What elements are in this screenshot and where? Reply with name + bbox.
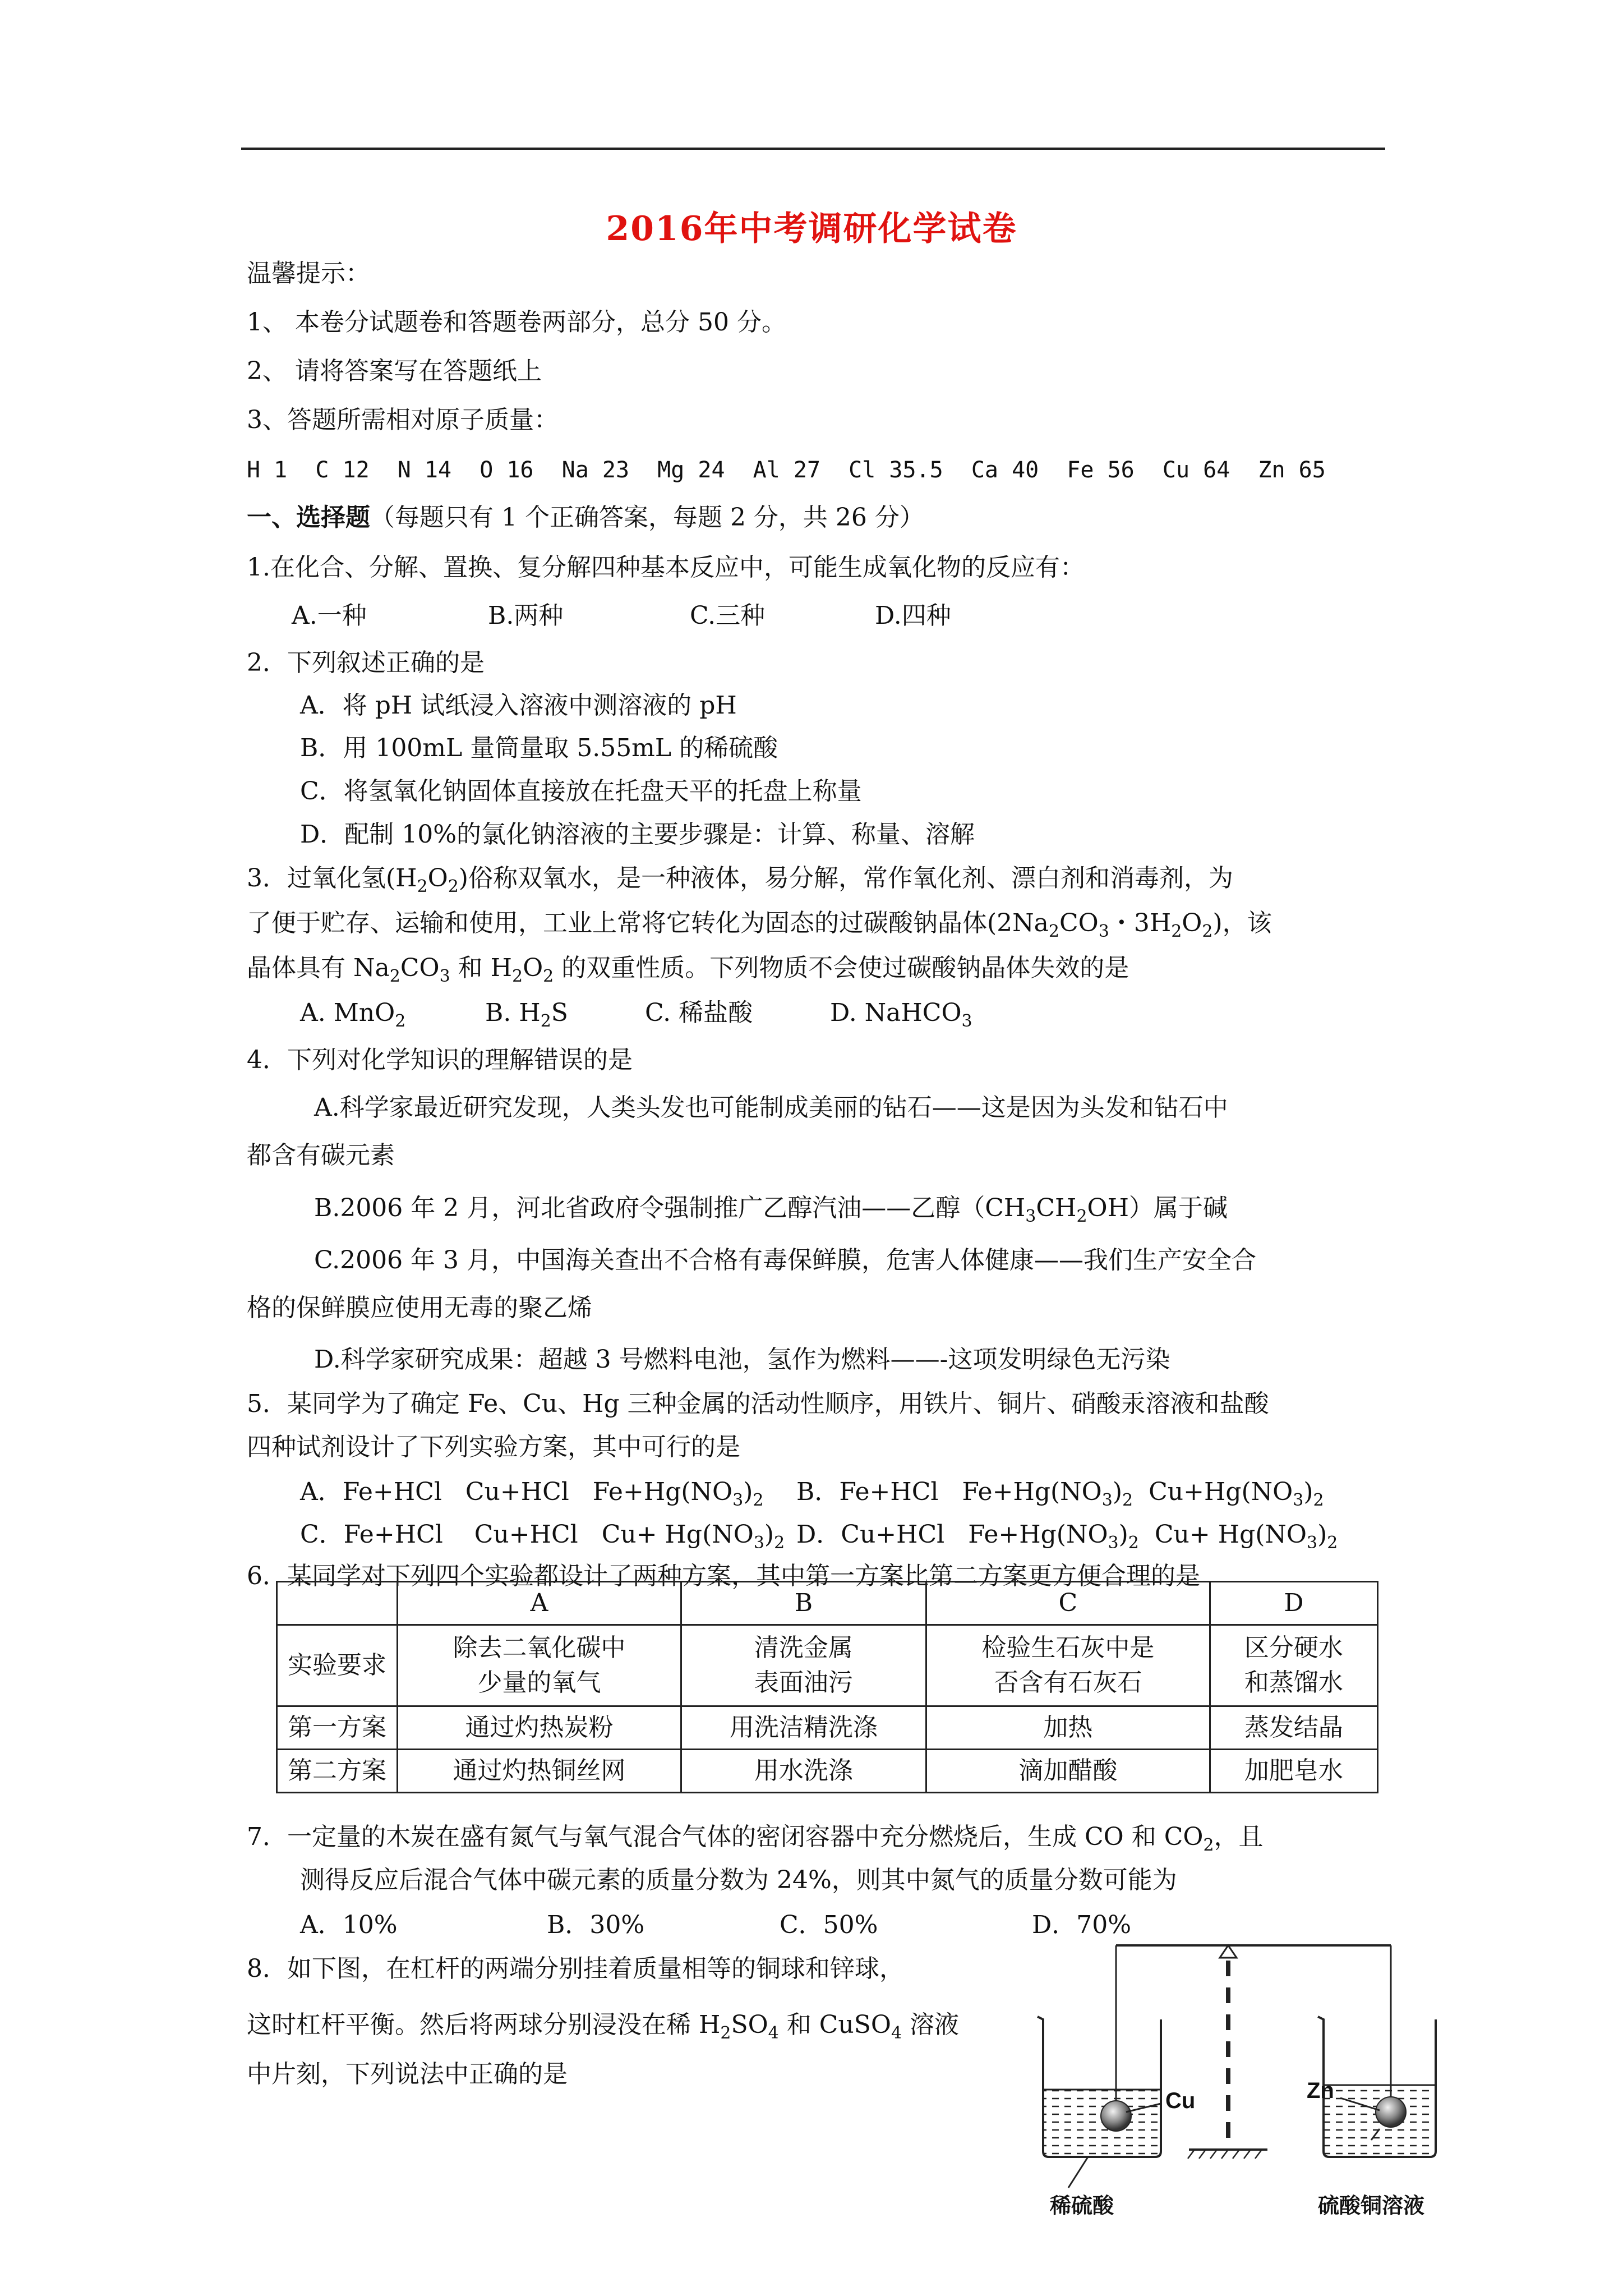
- q7-text: 7．一定量的木炭在盛有氮气与氧气混合气体的密闭容器中充分燃烧后，生成 CO 和 CO: [247, 1823, 1204, 1851]
- section-heading: [247, 501, 924, 535]
- q3-text: )，该: [1212, 909, 1272, 937]
- q3-text: O: [523, 954, 543, 982]
- q8-sub: 2: [720, 2023, 731, 2043]
- q8-sub: 4: [768, 2023, 779, 2043]
- q4-sub: 3: [1025, 1206, 1036, 1226]
- table-cell: [1210, 1625, 1377, 1706]
- atomic-mass: Cu 64: [1162, 457, 1230, 483]
- q4-option-c: C.2006 年 3 月，中国海关查出不合格有毒保鲜膜，危害人体健康——我们生产安全合: [314, 1246, 1257, 1274]
- q5-text: ): [764, 1520, 774, 1549]
- right-caption: 硫酸铜溶液: [1318, 2193, 1425, 2218]
- q3-option-text: A. MnO: [300, 999, 395, 1027]
- q3-option-text: D. NaHCO: [830, 999, 962, 1027]
- q5-sub: 3: [732, 1490, 744, 1510]
- table-row: [277, 1706, 1378, 1750]
- atomic-mass: C 12: [315, 457, 370, 483]
- cu-ball: [1101, 2101, 1131, 2131]
- q2-option: C．将氢氧化钠固体直接放在托盘天平的托盘上称量: [300, 777, 862, 806]
- q3-line: [247, 951, 1129, 993]
- cell-line: 少量的氧气: [477, 1668, 601, 1697]
- q5-sub: 2: [774, 1533, 785, 1553]
- atomic-mass: N 14: [397, 457, 452, 483]
- atomic-mass: H 1: [247, 457, 288, 483]
- q5-sub: 2: [1313, 1490, 1324, 1510]
- q5-text: ): [1303, 1478, 1313, 1506]
- table-header-cell: B: [681, 1582, 926, 1625]
- q6-stem: 6．某同学对下列四个实验都设计了两种方案，其中第一方案比第二方案更方便合理的是: [247, 1562, 1200, 1590]
- q5-option-c: [300, 1518, 785, 1560]
- q4-option-b: [314, 1191, 1228, 1234]
- q8-text: 溶液: [902, 2010, 960, 2039]
- atomic-mass: Cl 35.5: [849, 457, 943, 483]
- q3-sub: 2: [543, 966, 554, 986]
- q8-line-3: 中片刻，下列说法中正确的是: [247, 2060, 568, 2088]
- atomic-masses: [247, 453, 1340, 487]
- cell-line: 检验生石灰中是: [981, 1634, 1155, 1662]
- atomic-mass: Al 27: [753, 457, 821, 483]
- q2-stem: 2．下列叙述正确的是: [247, 648, 485, 677]
- q3-line: [247, 862, 1233, 904]
- atomic-mass: Ca 40: [971, 457, 1039, 483]
- q3-text: 晶体具有 Na: [247, 954, 390, 982]
- q4-option-a-cont: 都含有碳元素: [247, 1141, 395, 1170]
- q1-option: B.两种: [488, 601, 564, 630]
- q2-option: A．将 pH 试纸浸入溶液中测溶液的 pH: [300, 691, 737, 720]
- q4-stem: 4．下列对化学知识的理解错误的是: [247, 1046, 633, 1074]
- cell-line: 清洗金属: [754, 1634, 853, 1662]
- table-cell: [277, 1582, 398, 1625]
- q5-sub: 2: [1128, 1533, 1139, 1553]
- q5-sub: 2: [1122, 1490, 1133, 1510]
- q3-option-text: S: [551, 999, 568, 1027]
- q5-option-a: [300, 1475, 763, 1517]
- q3-text: 3．过氧化氢(H: [247, 864, 417, 892]
- table-cell: 用洗洁精洗涤: [681, 1706, 926, 1750]
- atomic-mass: O 16: [479, 457, 534, 483]
- q7-line: [247, 1820, 1264, 1862]
- q8-sub: 4: [891, 2023, 902, 2043]
- table-cell: 用水洗涤: [681, 1750, 926, 1793]
- q8-text: 和 CuSO: [778, 2010, 891, 2039]
- table-cell: 通过灼热炭粉: [398, 1706, 681, 1750]
- zn-label: Zn: [1307, 2078, 1334, 2103]
- table-header-cell: D: [1210, 1582, 1377, 1625]
- q1-option: D.四种: [875, 601, 951, 630]
- q4-text: CH: [1036, 1194, 1077, 1222]
- q5-sub: 3: [1108, 1533, 1119, 1553]
- q5-text: Cu+ Hg(NO: [1138, 1520, 1307, 1549]
- q1-option: A.一种: [292, 601, 367, 630]
- q3-sub: 2: [1171, 921, 1182, 941]
- q3-text: 和 H: [450, 954, 512, 982]
- q5-text: ): [1112, 1478, 1123, 1506]
- q5-sub: 3: [1293, 1490, 1304, 1510]
- q5-stem-cont: 四种试剂设计了下列实验方案，其中可行的是: [247, 1433, 740, 1461]
- section-title: 一、选择题: [247, 503, 370, 532]
- zn-ball: [1376, 2097, 1406, 2127]
- q5-text: D．Cu+HCl Fe+Hg(NO: [796, 1520, 1108, 1549]
- q5-text: ): [1317, 1520, 1327, 1549]
- q3-sub: 2: [540, 1011, 551, 1031]
- left-caption: 稀硫酸: [1050, 2193, 1114, 2218]
- q5-sub: 3: [1307, 1533, 1318, 1553]
- q4-text: B.2006 年 2 月，河北省政府令强制推广乙醇汽油——乙醇（CH: [314, 1194, 1026, 1222]
- q3-text: 了便于贮存、运输和使用，工业上常将它转化为固态的过碳酸钠晶体(2Na: [247, 909, 1049, 937]
- q3-line: [247, 907, 1272, 949]
- table-cell: 通过灼热铜丝网: [398, 1750, 681, 1793]
- q3-sub: 2: [395, 1011, 406, 1031]
- cu-label: Cu: [1165, 2088, 1196, 2113]
- table-row: [277, 1625, 1378, 1706]
- cell-line: 除去二氧化碳中: [453, 1634, 626, 1662]
- row-label: 第一方案: [277, 1706, 398, 1750]
- q7-option: D．70%: [1032, 1911, 1132, 1939]
- q4-option-a: A.科学家最近研究发现，人类头发也可能制成美丽的钻石——这是因为头发和钻石中: [314, 1093, 1228, 1122]
- q3-option-c: C. 稀盐酸: [645, 999, 753, 1027]
- q5-text: C．Fe+HCl Cu+HCl Cu+ Hg(NO: [300, 1520, 754, 1549]
- q4-sub: 2: [1076, 1206, 1087, 1226]
- q5-text: ): [1118, 1520, 1128, 1549]
- header-rule: [241, 148, 1385, 150]
- q7-line-2: 测得反应后混合气体中碳元素的质量分数为 24%，则其中氮气的质量分数可能为: [300, 1866, 1177, 1894]
- atomic-mass: Zn 65: [1258, 457, 1326, 483]
- q3-text: CO: [1059, 909, 1099, 937]
- q3-sub: 3: [961, 1011, 972, 1031]
- q8-line-2: [247, 2008, 959, 2050]
- q5-text: A．Fe+HCl Cu+HCl Fe+Hg(NO: [300, 1478, 733, 1506]
- q3-sub: 2: [512, 966, 523, 986]
- tip-1: 1、 本卷分试题卷和答题卷两部分，总分 50 分。: [247, 308, 786, 337]
- q3-sub: 2: [448, 876, 459, 896]
- q8-line-1: 8．如下图，在杠杆的两端分别挂着质量相等的铜球和锌球，: [247, 1954, 904, 1983]
- q4-option-d: D.科学家研究成果：超越 3 号燃料电池，氢作为燃料——-这项发明绿色无污染: [314, 1345, 1170, 1374]
- cell-line: 表面油污: [754, 1668, 853, 1697]
- q3-text: 的双重性质。下列物质不会使过碳酸钠晶体失效的是: [554, 954, 1129, 982]
- q3-text: ・3H: [1109, 909, 1172, 937]
- q3-text: )俗称双氧水，是一种液体，易分解，常作氧化剂、漂白剂和消毒剂，为: [458, 864, 1233, 892]
- q7-sub: 2: [1203, 1835, 1214, 1855]
- q3-option-b: [485, 996, 568, 1038]
- q4-option-c-cont: 格的保鲜膜应使用无毒的聚乙烯: [247, 1294, 592, 1322]
- q7-option: B．30%: [547, 1911, 645, 1939]
- q3-text: CO: [400, 954, 440, 982]
- q3-text: O: [1182, 909, 1202, 937]
- q7-text: ，且: [1214, 1823, 1264, 1851]
- q3-option-d: [830, 996, 972, 1038]
- q4-text: OH）属于碱: [1087, 1194, 1228, 1222]
- cell-line: 和蒸馏水: [1244, 1668, 1343, 1697]
- tip-3: 3、答题所需相对原子质量：: [247, 406, 559, 434]
- table-cell: 蒸发结晶: [1210, 1706, 1377, 1750]
- q3-sub: 2: [389, 966, 400, 986]
- q5-option-b: [796, 1475, 1324, 1517]
- table-cell: 加热: [926, 1706, 1210, 1750]
- q6-table: [276, 1581, 1378, 1793]
- q5-sub: 2: [1327, 1533, 1338, 1553]
- q5-stem: 5．某同学为了确定 Fe、Cu、Hg 三种金属的活动性顺序，用铁片、铜片、硝酸汞溶液和盐酸: [247, 1389, 1269, 1418]
- pivot-icon: [1220, 1945, 1237, 1958]
- table-header-row: [277, 1582, 1378, 1625]
- q1-stem: 1.在化合、分解、置换、复分解四种基本反应中，可能生成氧化物的反应有：: [247, 553, 1085, 582]
- tips-heading: 温馨提示：: [247, 259, 370, 288]
- atomic-mass: Na 23: [561, 457, 630, 483]
- q5-text: ): [743, 1478, 753, 1506]
- table-cell: 加肥皂水: [1210, 1750, 1377, 1793]
- q7-option: C．50%: [780, 1911, 878, 1939]
- q3-sub: 2: [1202, 921, 1213, 941]
- q3-sub: 2: [417, 876, 428, 896]
- q5-text: B．Fe+HCl Fe+Hg(NO: [796, 1478, 1102, 1506]
- q5-sub: 3: [753, 1533, 764, 1553]
- q3-option-text: B. H: [485, 999, 541, 1027]
- q5-sub: 3: [1101, 1490, 1113, 1510]
- q5-text: Cu+Hg(NO: [1133, 1478, 1293, 1506]
- atomic-mass: Mg 24: [657, 457, 725, 483]
- row-label: 第二方案: [277, 1750, 398, 1793]
- q3-sub: 3: [1098, 921, 1109, 941]
- q5-sub: 2: [753, 1490, 764, 1510]
- ground-hatch: [1188, 2150, 1262, 2159]
- page-title: 2016年中考调研化学试卷: [606, 209, 1017, 249]
- atomic-mass: Fe 56: [1067, 457, 1135, 483]
- q3-option-a: [300, 996, 405, 1038]
- table-cell: 滴加醋酸: [926, 1750, 1210, 1793]
- q3-sub: 2: [1048, 921, 1059, 941]
- cell-line: 否含有石灰石: [994, 1668, 1142, 1697]
- q8-text: SO: [731, 2010, 768, 2039]
- cell-line: 区分硬水: [1244, 1634, 1343, 1662]
- tip-2: 2、 请将答案写在答题纸上: [247, 357, 542, 385]
- q8-text: 这时杠杆平衡。然后将两球分别浸没在稀 H: [247, 2010, 721, 2039]
- q3-text: O: [427, 864, 448, 892]
- lever-beaker-diagram: [1026, 1930, 1453, 2221]
- table-cell: [926, 1625, 1210, 1706]
- table-header-cell: C: [926, 1582, 1210, 1625]
- q1-option: C.三种: [690, 601, 766, 630]
- table-row: [277, 1750, 1378, 1793]
- q3-sub: 3: [439, 966, 450, 986]
- table-cell: [398, 1625, 681, 1706]
- q7-option: A．10%: [300, 1911, 398, 1939]
- table-cell: [681, 1625, 926, 1706]
- row-label: 实验要求: [277, 1625, 398, 1706]
- q5-option-d: [796, 1518, 1338, 1560]
- section-note: （每题只有 1 个正确答案，每题 2 分，共 26 分）: [370, 503, 924, 532]
- q2-option: D．配制 10%的氯化钠溶液的主要步骤是：计算、称量、溶解: [300, 820, 975, 849]
- table-header-cell: A: [398, 1582, 681, 1625]
- q2-option: B．用 100mL 量筒量取 5.55mL 的稀硫酸: [300, 734, 778, 762]
